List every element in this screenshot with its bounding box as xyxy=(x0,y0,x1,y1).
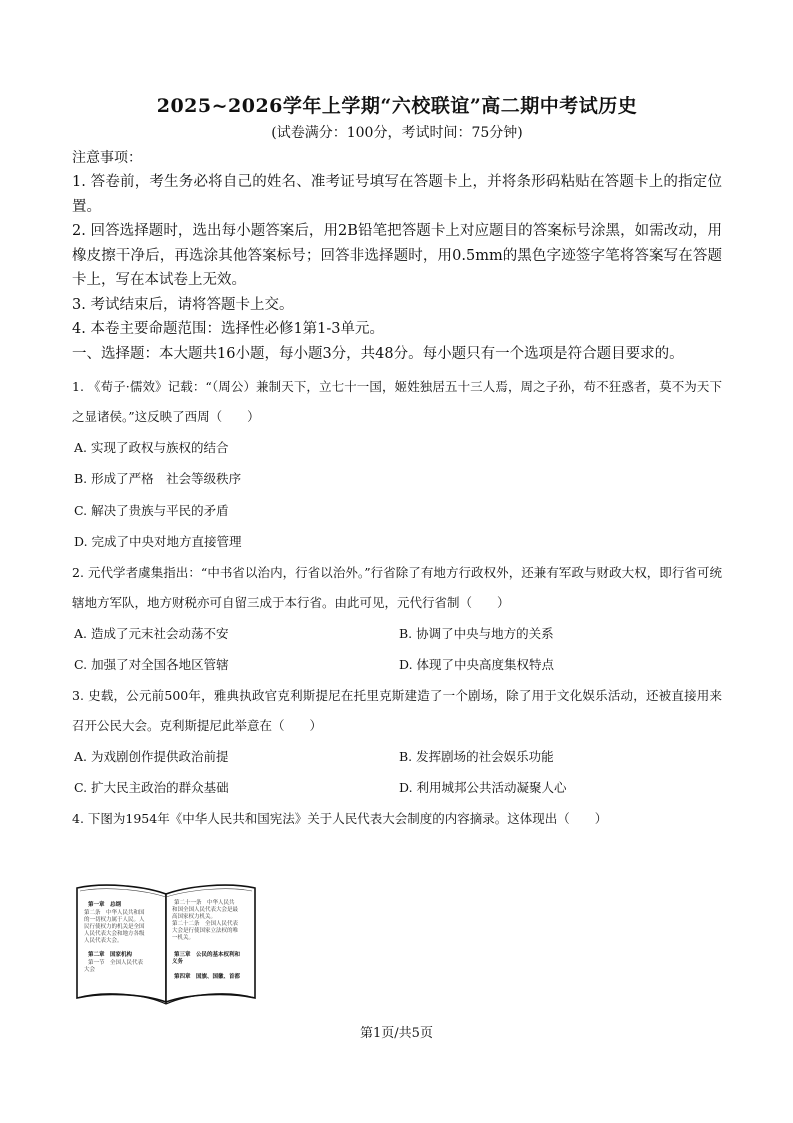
notice-heading: 注意事项： xyxy=(72,150,142,166)
exam-title: 2025~2026学年上学期“六校联谊”高二期中考试历史 xyxy=(156,95,638,117)
question-option: A. 实现了政权与族权的结合 xyxy=(74,439,229,455)
book-text-line: 第二章 国家机构 xyxy=(88,952,133,958)
question-option: D. 利用城邦公共活动凝聚人心 xyxy=(399,780,567,795)
question-option: A. 造成了元末社会动荡不安 xyxy=(74,625,229,641)
section-heading: 一、选择题：本大题共16小题，每小题3分，共48分。每小题只有一个选项是符合题目要求的。 xyxy=(72,345,684,362)
notice-item: 1. 答卷前，考生务必将自己的姓名、准考证号填写在答题卡上，并将条形码粘贴在答题卡上的指定位置。 xyxy=(72,174,722,215)
book-left-page-text xyxy=(84,900,145,973)
book-text-line: 第一章 总纲 xyxy=(88,902,122,908)
exam-subtitle: (试卷满分：100分，考试时间：75分钟) xyxy=(271,125,523,141)
book-text-line: 义务 xyxy=(172,959,184,965)
book-text-line: 第二十一条 中华人民共 xyxy=(174,900,235,906)
exam-page xyxy=(72,92,722,834)
question-option: C. 加强了对全国各地区管辖 xyxy=(74,657,229,672)
book-text-line: 第四章 国旗、国徽、首都 xyxy=(174,974,241,980)
book-text-line: 民行使权力的机关是全国 xyxy=(84,924,145,930)
notice-item: 2. 回答选择题时，选出每小题答案后，用2B铅笔把答题卡上对应题目的答案标号涂黑，如需改动，用橡皮擦干净后，再选涂其他答案标号；回答非选择题时，用0.5mm的黑色字迹签字笔将答案写在答题卡上，写在本试卷上无效。 xyxy=(72,223,722,288)
book-text-line: 人民代表大会和地方各级 xyxy=(84,931,145,937)
question-stem: 2. 元代学者虞集指出：“中书省以治内，行省以治外。”行省除了有地方行政权外，还兼有军政与财政大权，即行省可统辖地方军队，地方财税亦可自留三成于本行省。由此可见，元代行省制（ ） xyxy=(72,564,722,610)
book-text-line: 第二条 中华人民共和国 xyxy=(84,910,145,916)
option-row xyxy=(72,618,722,650)
book-text-line: 的一切权力属于人民。人 xyxy=(84,917,145,923)
question-option: B. 协调了中央与地方的关系 xyxy=(399,625,554,641)
page-footer: 第1页/共5页 xyxy=(360,1026,433,1041)
option-row xyxy=(72,741,722,773)
book-text-line: 和国全国人民代表大会是最 xyxy=(172,907,239,913)
book-text-line: 大会 xyxy=(84,967,96,973)
notice-item: 4. 本卷主要命题范围：选择性必修1第1-3单元。 xyxy=(72,321,385,337)
book-text-line: 第三章 公民的基本权利和 xyxy=(174,952,241,958)
question-option: B. 发挥剧场的社会娱乐功能 xyxy=(399,748,554,764)
book-text-line: 高国家权力机关。 xyxy=(172,914,217,920)
question-option: C. 解决了贵族与平民的矛盾 xyxy=(74,502,229,518)
question-stem: 1. 《荀子·儒效》记载：“（周公）兼制天下，立七十一国，姬姓独居五十三人焉，周之子孙，苟不狂惑者，莫不为天下之显诸侯。”这反映了西周（ ） xyxy=(72,378,722,424)
question-option: A. 为戏剧创作提供政治前提 xyxy=(74,748,229,764)
book-text-line: 大会是行使国家立法权的唯 xyxy=(172,928,239,934)
question-option: B. 形成了严格 社会等级秩序 xyxy=(74,471,242,486)
book-text-line: 一机关。 xyxy=(172,935,195,941)
book-text-line: 第一节 全国人民代表 xyxy=(88,960,144,966)
question-option: C. 扩大民主政治的群众基础 xyxy=(74,780,229,795)
book-text-line: 人民代表大会。 xyxy=(84,938,123,944)
question-stem: 3. 史载，公元前500年，雅典执政官克利斯提尼在托里克斯建造了一个剧场，除了用于文化娱乐活动，还被直接用来召开公民大会。克利斯提尼此举意在（ ） xyxy=(72,687,722,733)
notice-item: 3. 考试结束后，请将答题卡上交。 xyxy=(72,296,294,313)
option-row xyxy=(72,772,722,804)
constitution-book-image xyxy=(74,882,258,1006)
book-text-line: 第二十二条 全国人民代表 xyxy=(172,921,239,927)
question-stem: 4. 下图为1954年《中华人民共和国宪法》关于人民代表大会制度的内容摘录。这体现出（ ） xyxy=(72,810,608,826)
question-option: D. 完成了中央对地方直接管理 xyxy=(74,534,242,549)
option-row xyxy=(72,649,722,681)
question-option: D. 体现了中央高度集权特点 xyxy=(399,657,555,672)
